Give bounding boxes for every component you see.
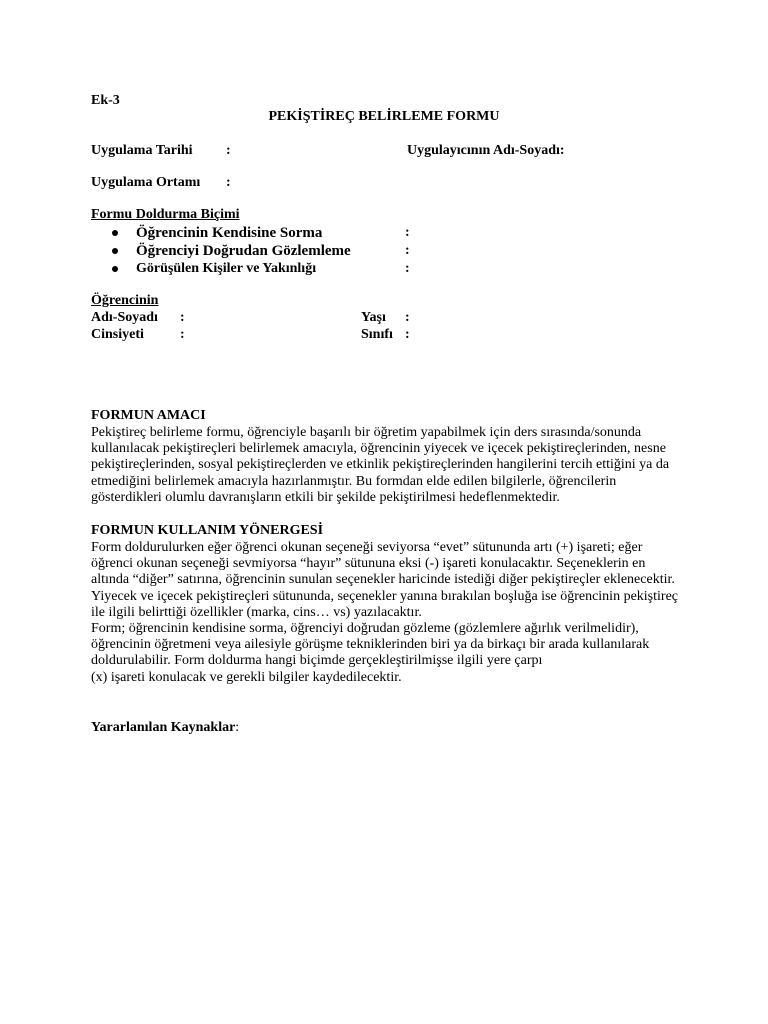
bullet-icon <box>112 266 118 272</box>
student-class-colon: : <box>405 327 410 342</box>
references-colon: : <box>235 720 240 735</box>
paragraph-line: altında “diğer” satırına, öğrencinin sunulan seçenekler haricinde istediği diğer pekiştireçler eklenecektir. <box>91 572 675 588</box>
student-name-colon: : <box>180 310 185 325</box>
annex-label: Ek-3 <box>91 93 120 108</box>
student-heading: Öğrencinin <box>91 293 159 308</box>
student-age-label: Yaşı <box>361 310 386 325</box>
student-gender-colon: : <box>180 327 185 342</box>
paragraph-line: etmediğini belirlemek amacıyla hazırlanmıştır. Bu formdan elde edilen bilgilerle, öğrencilerin <box>91 473 617 489</box>
usage-heading: FORMUN KULLANIM YÖNERGESİ <box>91 523 324 538</box>
paragraph-line: öğrencinin öğretmeni veya ailesiyle görüşme tekniklerinden biri ya da birkaçı bir arada kullanılarak <box>91 637 650 653</box>
purpose-heading: FORMUN AMACI <box>91 408 206 423</box>
application-date-colon: : <box>226 143 231 158</box>
paragraph-line: pekiştireçlerinden, sosyal pekiştireçlerden ve etkinlik pekiştireçlerinden hangilerini tercih ettiğini ya da <box>91 457 670 473</box>
bullet-icon <box>112 248 118 254</box>
student-name-label: Adı-Soyadı <box>91 310 158 325</box>
application-setting-colon: : <box>226 175 231 190</box>
paragraph-line: Yiyecek ve içecek pekiştireçleri sütununda, seçenekler yanına bırakılan boşluğa ise öğrencinin pekiştireç <box>91 588 678 604</box>
paragraph-line: öğrenci okunan seçeneği sevmiyorsa “hayır” sütununa eksi (-) işareti konulacaktır. Seçeneklerin en <box>91 556 646 572</box>
references-label: Yararlanılan Kaynaklar <box>91 720 236 735</box>
application-date-label: Uygulama Tarihi <box>91 143 193 158</box>
usage-paragraph <box>91 540 681 686</box>
paragraph-line: doldurulabilir. Form doldurma hangi biçimde gerçekleştirilmişse ilgili yere çarpı <box>91 653 543 669</box>
paragraph-line: Pekiştireç belirleme formu, öğrenciyle başarılı bir öğretim yapabilmek için ders sırasında/sonunda <box>91 425 642 440</box>
method-item-label: Öğrenciyi Doğrudan Gözlemleme <box>136 243 351 259</box>
paragraph-line: kullanılacak pekiştireçleri belirlemek amacıyla, öğrencinin yiyecek ve içecek pekiştireçlerinden, nesne <box>91 441 666 457</box>
method-item-colon: : <box>405 225 410 240</box>
method-item-colon: : <box>405 243 410 258</box>
method-heading: Formu Doldurma Biçimi <box>91 207 240 222</box>
paragraph-line: (x) işareti konulacak ve gerekli bilgiler kaydedilecektir. <box>91 669 402 685</box>
practitioner-name-label: Uygulayıcının Adı-Soyadı: <box>407 143 565 158</box>
form-title: PEKİŞTİREÇ BELİRLEME FORMU <box>268 109 500 124</box>
student-age-colon: : <box>405 310 410 325</box>
method-item-label: Görüşülen Kişiler ve Yakınlığı <box>136 261 317 276</box>
method-item-colon: : <box>405 261 410 276</box>
purpose-paragraph <box>91 425 681 506</box>
bullet-icon <box>112 230 118 236</box>
student-class-label: Sınıfı <box>361 327 393 342</box>
paragraph-line: gösterdikleri olumlu davranışların etkili bir şekilde pekiştirilmesi hedeflenmektedir. <box>91 489 560 505</box>
method-item-label: Öğrencinin Kendisine Sorma <box>136 225 323 241</box>
paragraph-line: Form doldurulurken eğer öğrenci okunan seçeneği seviyorsa “evet” sütununda artı (+) işareti; eğer <box>91 540 643 555</box>
references-line <box>91 720 239 736</box>
student-gender-label: Cinsiyeti <box>91 327 144 342</box>
application-setting-label: Uygulama Ortamı <box>91 175 201 190</box>
paragraph-line: ile ilgili belirttiği özellikler (marka, cins… vs) yazılacaktır. <box>91 604 422 620</box>
paragraph-line: Form; öğrencinin kendisine sorma, öğrenciyi doğrudan gözleme (gözlemlere ağırlık verilmelidir), <box>91 621 639 637</box>
